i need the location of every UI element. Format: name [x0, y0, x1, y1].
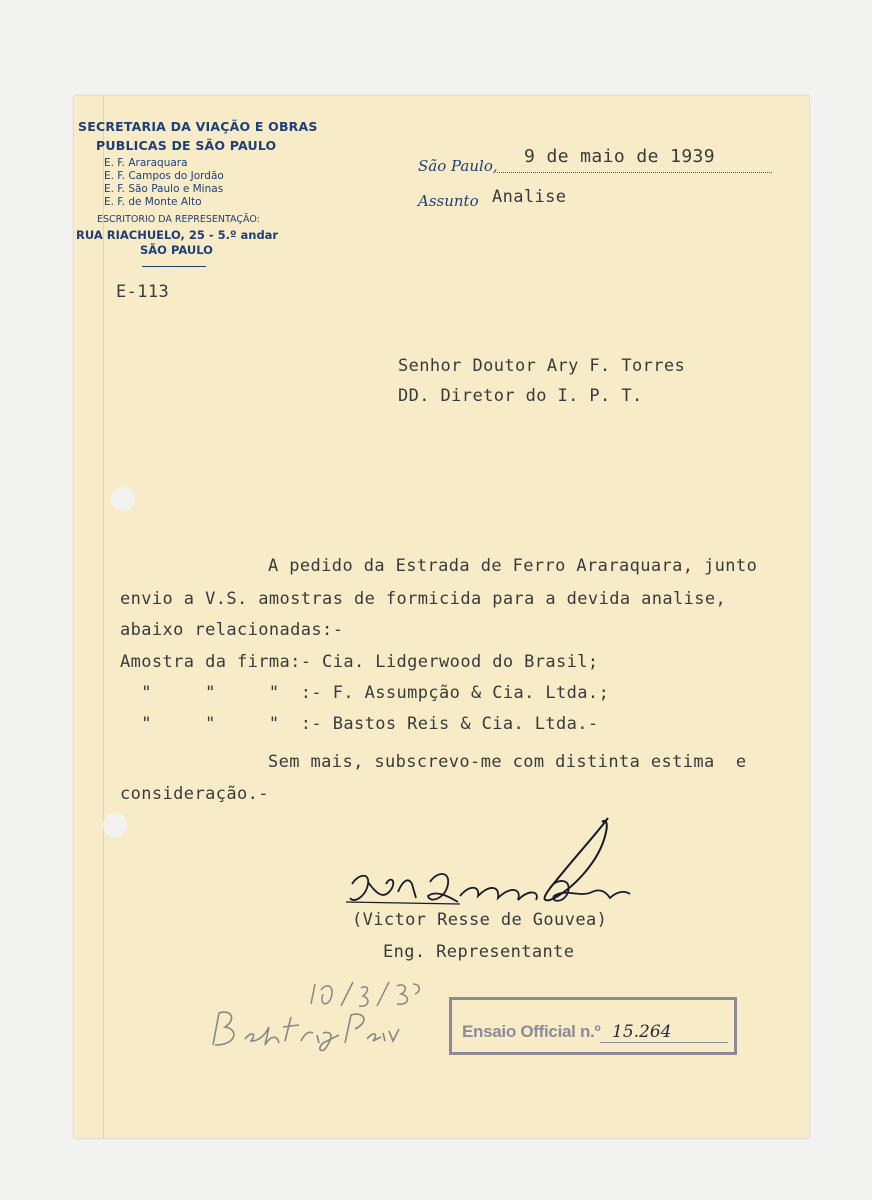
sample-line: Amostra da firma:- Cia. Lidgerwood do Brasil; [120, 652, 599, 672]
letterhead-rule [142, 266, 206, 267]
body-line: consideração.- [120, 784, 269, 804]
handwritten-signature [340, 812, 640, 917]
stamp-number: 15.264 [612, 1022, 672, 1042]
stamp-underline [600, 1042, 728, 1043]
letterhead-address: RUA RIACHUELO, 25 - 5.º andar [76, 228, 279, 242]
letter-subject: Analise [492, 187, 567, 207]
railway-item: E. F. São Paulo e Minas [104, 183, 224, 195]
official-test-stamp [449, 997, 737, 1055]
body-line: Sem mais, subscrevo-me com distinta estima e [268, 752, 747, 772]
stamp-label: Ensaio Official n.º [462, 1022, 601, 1041]
letterhead-office-label: ESCRITORIO DA REPRESENTAÇÃO: [97, 214, 260, 225]
signatory-title: Eng. Representante [383, 942, 575, 962]
signatory-name: (Victor Resse de Gouvea) [352, 910, 608, 930]
punch-hole [111, 487, 135, 511]
railway-item: E. F. Araraquara [104, 157, 188, 169]
recipient-line1: Senhor Doutor Ary F. Torres [398, 356, 686, 376]
body-line: A pedido da Estrada de Ferro Araraquara, junto [268, 556, 758, 576]
railway-item: E. F. Campos do Jordão [104, 170, 224, 182]
letter-date: 9 de maio de 1939 [524, 146, 716, 167]
sample-line: " " " :- Bastos Reis & Cia. Ltda.- [120, 714, 599, 734]
paper-edge-line [103, 96, 104, 1138]
sample-line: " " " :- F. Assumpção & Cia. Ltda.; [120, 683, 610, 703]
body-line: abaixo relacionadas:- [120, 620, 344, 640]
punch-hole [103, 813, 127, 837]
handwritten-name [205, 1005, 405, 1059]
reference-code: E-113 [116, 282, 170, 302]
body-line: envio a V.S. amostras de formicida para a devida analise, [120, 589, 727, 609]
letterhead-title-line1: SECRETARIA DA VIAÇÃO E OBRAS [78, 119, 318, 134]
date-dotted-line [497, 171, 772, 173]
place-label: São Paulo, [418, 157, 498, 175]
subject-label: Assunto [418, 192, 479, 210]
letterhead-title-line2: PUBLICAS DE SÃO PAULO [96, 138, 277, 153]
railway-item: E. F. de Monte Alto [104, 196, 202, 208]
letterhead-city: SÃO PAULO [140, 243, 213, 257]
recipient-line2: DD. Diretor do I. P. T. [398, 386, 643, 406]
